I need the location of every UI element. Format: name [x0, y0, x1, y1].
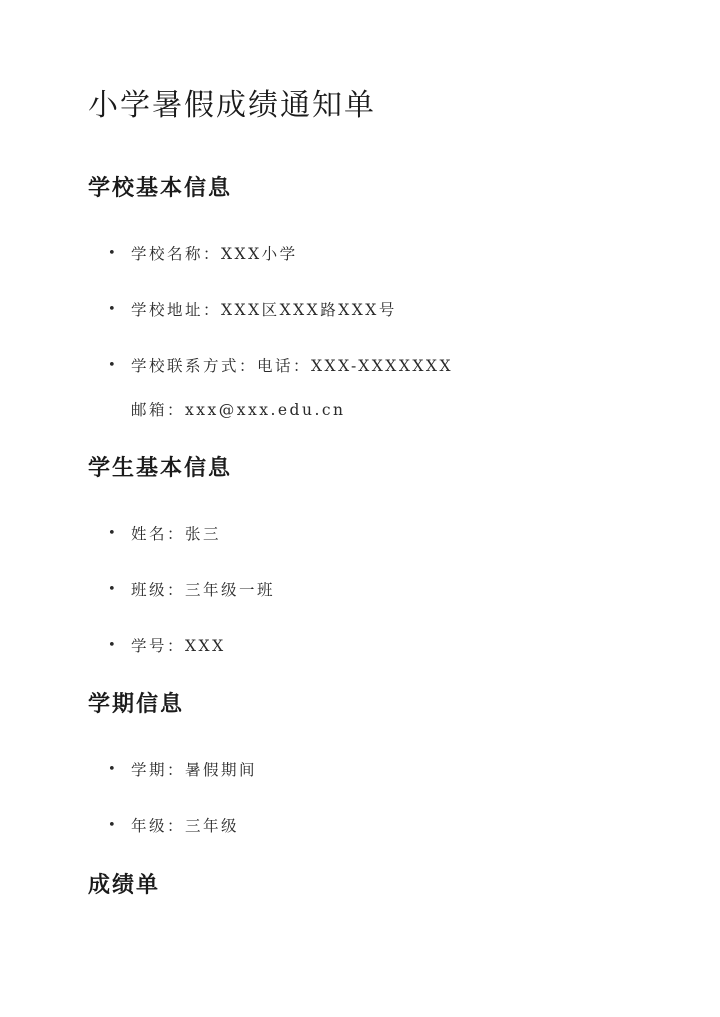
list-item-grade: [108, 815, 239, 837]
list-item-student-name: [108, 523, 221, 545]
list-item-school-contact: [108, 355, 453, 377]
list-item-student-id: [108, 635, 226, 657]
student-class-text: 班级：三年级一班: [131, 581, 276, 599]
school-info-heading: 学校基本信息: [88, 175, 233, 201]
list-item-student-class: [108, 579, 275, 601]
term-text: 学期：暑假期间: [131, 761, 258, 779]
list-item-school-name: [108, 243, 298, 265]
bullet-icon: •: [108, 526, 119, 541]
list-item-term: [108, 759, 257, 781]
student-id-text: 学号：XXX: [131, 637, 226, 655]
term-info-heading: 学期信息: [88, 691, 185, 717]
bullet-icon: •: [108, 762, 119, 777]
document-title: 小学暑假成绩通知单: [88, 88, 376, 123]
bullet-icon: •: [108, 638, 119, 653]
bullet-icon: •: [108, 302, 119, 317]
school-address-text: 学校地址：XXX区XXX路XXX号: [131, 301, 397, 319]
bullet-icon: •: [108, 358, 119, 373]
student-info-heading: 学生基本信息: [88, 455, 233, 481]
school-name-text: 学校名称：XXX小学: [131, 245, 298, 263]
list-item-school-address: [108, 299, 397, 321]
grade-text: 年级：三年级: [131, 817, 240, 835]
school-email-text: 邮箱：xxx@xxx.edu.cn: [131, 401, 346, 419]
bullet-icon: •: [108, 582, 119, 597]
grades-heading: 成绩单: [88, 872, 161, 898]
student-name-text: 姓名：张三: [131, 525, 222, 543]
bullet-icon: •: [108, 818, 119, 833]
bullet-icon: •: [108, 246, 119, 261]
school-contact-text: 学校联系方式：电话：XXX-XXXXXXX: [131, 357, 453, 375]
